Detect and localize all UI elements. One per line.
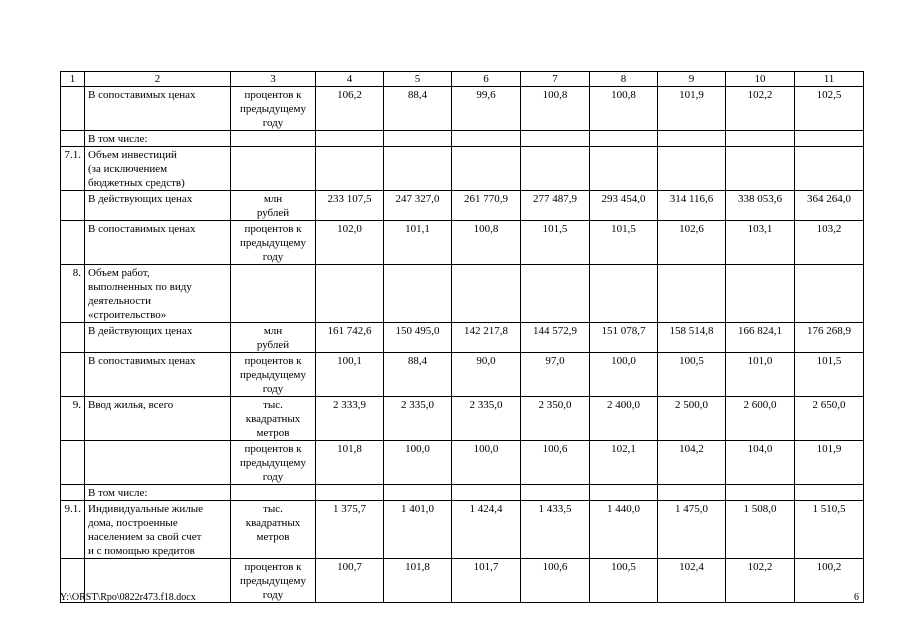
row-number-cell: 7.1. xyxy=(61,147,85,191)
value-cell xyxy=(726,265,795,323)
unit-cell xyxy=(231,147,316,191)
value-cell xyxy=(658,147,726,191)
unit-cell: млн рублей xyxy=(231,323,316,353)
value-cell: 151 078,7 xyxy=(590,323,658,353)
value-cell: 101,8 xyxy=(384,559,452,603)
indicator-name-cell: В сопоставимых ценах xyxy=(85,221,231,265)
value-cell: 2 500,0 xyxy=(658,397,726,441)
unit-cell: процентов к предыдущему году xyxy=(231,221,316,265)
value-cell xyxy=(590,147,658,191)
unit-cell: тыс. квадратных метров xyxy=(231,397,316,441)
value-cell xyxy=(795,485,864,501)
value-cell: 102,2 xyxy=(726,559,795,603)
value-cell: 101,5 xyxy=(521,221,590,265)
value-cell: 2 350,0 xyxy=(521,397,590,441)
table-row xyxy=(61,87,864,131)
value-cell xyxy=(795,265,864,323)
value-cell xyxy=(658,131,726,147)
value-cell xyxy=(658,485,726,501)
value-cell: 2 333,9 xyxy=(316,397,384,441)
value-cell: 166 824,1 xyxy=(726,323,795,353)
indicator-name-cell xyxy=(85,441,231,485)
column-number: 10 xyxy=(726,72,795,87)
value-cell xyxy=(590,485,658,501)
value-cell: 100,2 xyxy=(795,559,864,603)
value-cell: 233 107,5 xyxy=(316,191,384,221)
table-row xyxy=(61,221,864,265)
value-cell: 90,0 xyxy=(452,353,521,397)
value-cell: 364 264,0 xyxy=(795,191,864,221)
column-number: 6 xyxy=(452,72,521,87)
table-row xyxy=(61,131,864,147)
indicator-name-cell: В том числе: xyxy=(85,131,231,147)
column-number: 11 xyxy=(795,72,864,87)
value-cell: 2 335,0 xyxy=(384,397,452,441)
value-cell: 103,2 xyxy=(795,221,864,265)
value-cell: 100,8 xyxy=(521,87,590,131)
column-number: 7 xyxy=(521,72,590,87)
indicator-name-cell: В сопоставимых ценах xyxy=(85,87,231,131)
unit-cell: тыс. квадратных метров xyxy=(231,501,316,559)
value-cell: 88,4 xyxy=(384,87,452,131)
row-number-cell xyxy=(61,221,85,265)
value-cell: 1 401,0 xyxy=(384,501,452,559)
row-number-cell: 8. xyxy=(61,265,85,323)
row-number-cell xyxy=(61,131,85,147)
indicator-name-cell: Объем инвестиций (за исключением бюджетных средств) xyxy=(85,147,231,191)
column-number: 3 xyxy=(231,72,316,87)
value-cell xyxy=(726,131,795,147)
value-cell: 102,4 xyxy=(658,559,726,603)
value-cell: 101,0 xyxy=(726,353,795,397)
value-cell: 102,5 xyxy=(795,87,864,131)
row-number-cell xyxy=(61,353,85,397)
table-row xyxy=(61,191,864,221)
value-cell: 2 600,0 xyxy=(726,397,795,441)
value-cell xyxy=(384,147,452,191)
value-cell: 100,6 xyxy=(521,441,590,485)
column-number: 8 xyxy=(590,72,658,87)
value-cell: 1 510,5 xyxy=(795,501,864,559)
value-cell xyxy=(795,131,864,147)
indicator-name-cell: В том числе: xyxy=(85,485,231,501)
value-cell xyxy=(452,131,521,147)
value-cell: 97,0 xyxy=(521,353,590,397)
value-cell xyxy=(316,147,384,191)
value-cell: 142 217,8 xyxy=(452,323,521,353)
value-cell: 100,5 xyxy=(590,559,658,603)
data-table xyxy=(60,71,864,603)
row-number-cell xyxy=(61,323,85,353)
value-cell: 2 650,0 xyxy=(795,397,864,441)
value-cell: 100,6 xyxy=(521,559,590,603)
unit-cell xyxy=(231,131,316,147)
table-row xyxy=(61,441,864,485)
column-number: 5 xyxy=(384,72,452,87)
value-cell: 144 572,9 xyxy=(521,323,590,353)
indicator-name-cell: Ввод жилья, всего xyxy=(85,397,231,441)
indicator-name-cell: Индивидуальные жилые дома, построенные населением за свой счет и с помощью кредитов xyxy=(85,501,231,559)
table-body xyxy=(61,72,864,603)
table-row xyxy=(61,397,864,441)
value-cell xyxy=(521,131,590,147)
value-cell: 101,9 xyxy=(795,441,864,485)
table-row xyxy=(61,147,864,191)
value-cell xyxy=(452,147,521,191)
indicator-name-cell: Объем работ, выполненных по виду деятельности «строительство» xyxy=(85,265,231,323)
value-cell xyxy=(590,265,658,323)
row-number-cell xyxy=(61,441,85,485)
value-cell: 102,1 xyxy=(590,441,658,485)
value-cell xyxy=(521,485,590,501)
value-cell: 99,6 xyxy=(452,87,521,131)
value-cell: 100,0 xyxy=(452,441,521,485)
unit-cell xyxy=(231,265,316,323)
row-number-cell: 9.1. xyxy=(61,501,85,559)
value-cell: 100,1 xyxy=(316,353,384,397)
column-number: 2 xyxy=(85,72,231,87)
column-number-row xyxy=(61,72,864,87)
value-cell: 2 335,0 xyxy=(452,397,521,441)
indicator-name-cell: В действующих ценах xyxy=(85,323,231,353)
value-cell: 102,0 xyxy=(316,221,384,265)
unit-cell: процентов к предыдущему году xyxy=(231,87,316,131)
column-number: 1 xyxy=(61,72,85,87)
value-cell: 101,1 xyxy=(384,221,452,265)
unit-cell xyxy=(231,485,316,501)
value-cell: 1 375,7 xyxy=(316,501,384,559)
value-cell: 101,8 xyxy=(316,441,384,485)
column-number: 9 xyxy=(658,72,726,87)
table-row xyxy=(61,323,864,353)
value-cell: 100,0 xyxy=(590,353,658,397)
value-cell: 1 433,5 xyxy=(521,501,590,559)
value-cell: 88,4 xyxy=(384,353,452,397)
value-cell: 1 440,0 xyxy=(590,501,658,559)
value-cell xyxy=(384,131,452,147)
value-cell: 1 475,0 xyxy=(658,501,726,559)
value-cell: 100,8 xyxy=(590,87,658,131)
indicator-name-cell: В сопоставимых ценах xyxy=(85,353,231,397)
table-row xyxy=(61,501,864,559)
value-cell: 100,5 xyxy=(658,353,726,397)
value-cell xyxy=(658,265,726,323)
value-cell: 176 268,9 xyxy=(795,323,864,353)
value-cell: 100,0 xyxy=(384,441,452,485)
value-cell: 106,2 xyxy=(316,87,384,131)
row-number-cell xyxy=(61,87,85,131)
value-cell: 161 742,6 xyxy=(316,323,384,353)
value-cell: 293 454,0 xyxy=(590,191,658,221)
value-cell xyxy=(316,485,384,501)
value-cell: 101,5 xyxy=(590,221,658,265)
value-cell: 104,2 xyxy=(658,441,726,485)
value-cell xyxy=(316,131,384,147)
unit-cell: процентов к предыдущему году xyxy=(231,441,316,485)
value-cell xyxy=(384,485,452,501)
value-cell xyxy=(452,265,521,323)
value-cell: 277 487,9 xyxy=(521,191,590,221)
indicator-name-cell: В действующих ценах xyxy=(85,191,231,221)
footer-file-path: Y:\ORST\Rpo\0822r473.f18.docx xyxy=(60,592,196,603)
row-number-cell: 9. xyxy=(61,397,85,441)
value-cell: 104,0 xyxy=(726,441,795,485)
value-cell xyxy=(795,147,864,191)
value-cell: 261 770,9 xyxy=(452,191,521,221)
value-cell: 101,5 xyxy=(795,353,864,397)
value-cell: 314 116,6 xyxy=(658,191,726,221)
value-cell xyxy=(521,265,590,323)
table-row xyxy=(61,353,864,397)
value-cell: 101,9 xyxy=(658,87,726,131)
value-cell xyxy=(726,485,795,501)
value-cell xyxy=(316,265,384,323)
value-cell: 1 508,0 xyxy=(726,501,795,559)
table-row xyxy=(61,485,864,501)
value-cell: 158 514,8 xyxy=(658,323,726,353)
row-number-cell xyxy=(61,485,85,501)
column-number: 4 xyxy=(316,72,384,87)
value-cell: 247 327,0 xyxy=(384,191,452,221)
value-cell: 100,7 xyxy=(316,559,384,603)
value-cell xyxy=(452,485,521,501)
value-cell: 150 495,0 xyxy=(384,323,452,353)
value-cell: 102,2 xyxy=(726,87,795,131)
value-cell xyxy=(521,147,590,191)
value-cell: 100,8 xyxy=(452,221,521,265)
value-cell: 103,1 xyxy=(726,221,795,265)
table-row xyxy=(61,265,864,323)
value-cell xyxy=(384,265,452,323)
unit-cell: млн рублей xyxy=(231,191,316,221)
value-cell xyxy=(590,131,658,147)
value-cell: 2 400,0 xyxy=(590,397,658,441)
unit-cell: процентов к предыдущему году xyxy=(231,559,316,603)
value-cell: 101,7 xyxy=(452,559,521,603)
value-cell xyxy=(726,147,795,191)
value-cell: 338 053,6 xyxy=(726,191,795,221)
row-number-cell xyxy=(61,191,85,221)
page-number: 6 xyxy=(854,592,859,603)
value-cell: 102,6 xyxy=(658,221,726,265)
value-cell: 1 424,4 xyxy=(452,501,521,559)
unit-cell: процентов к предыдущему году xyxy=(231,353,316,397)
